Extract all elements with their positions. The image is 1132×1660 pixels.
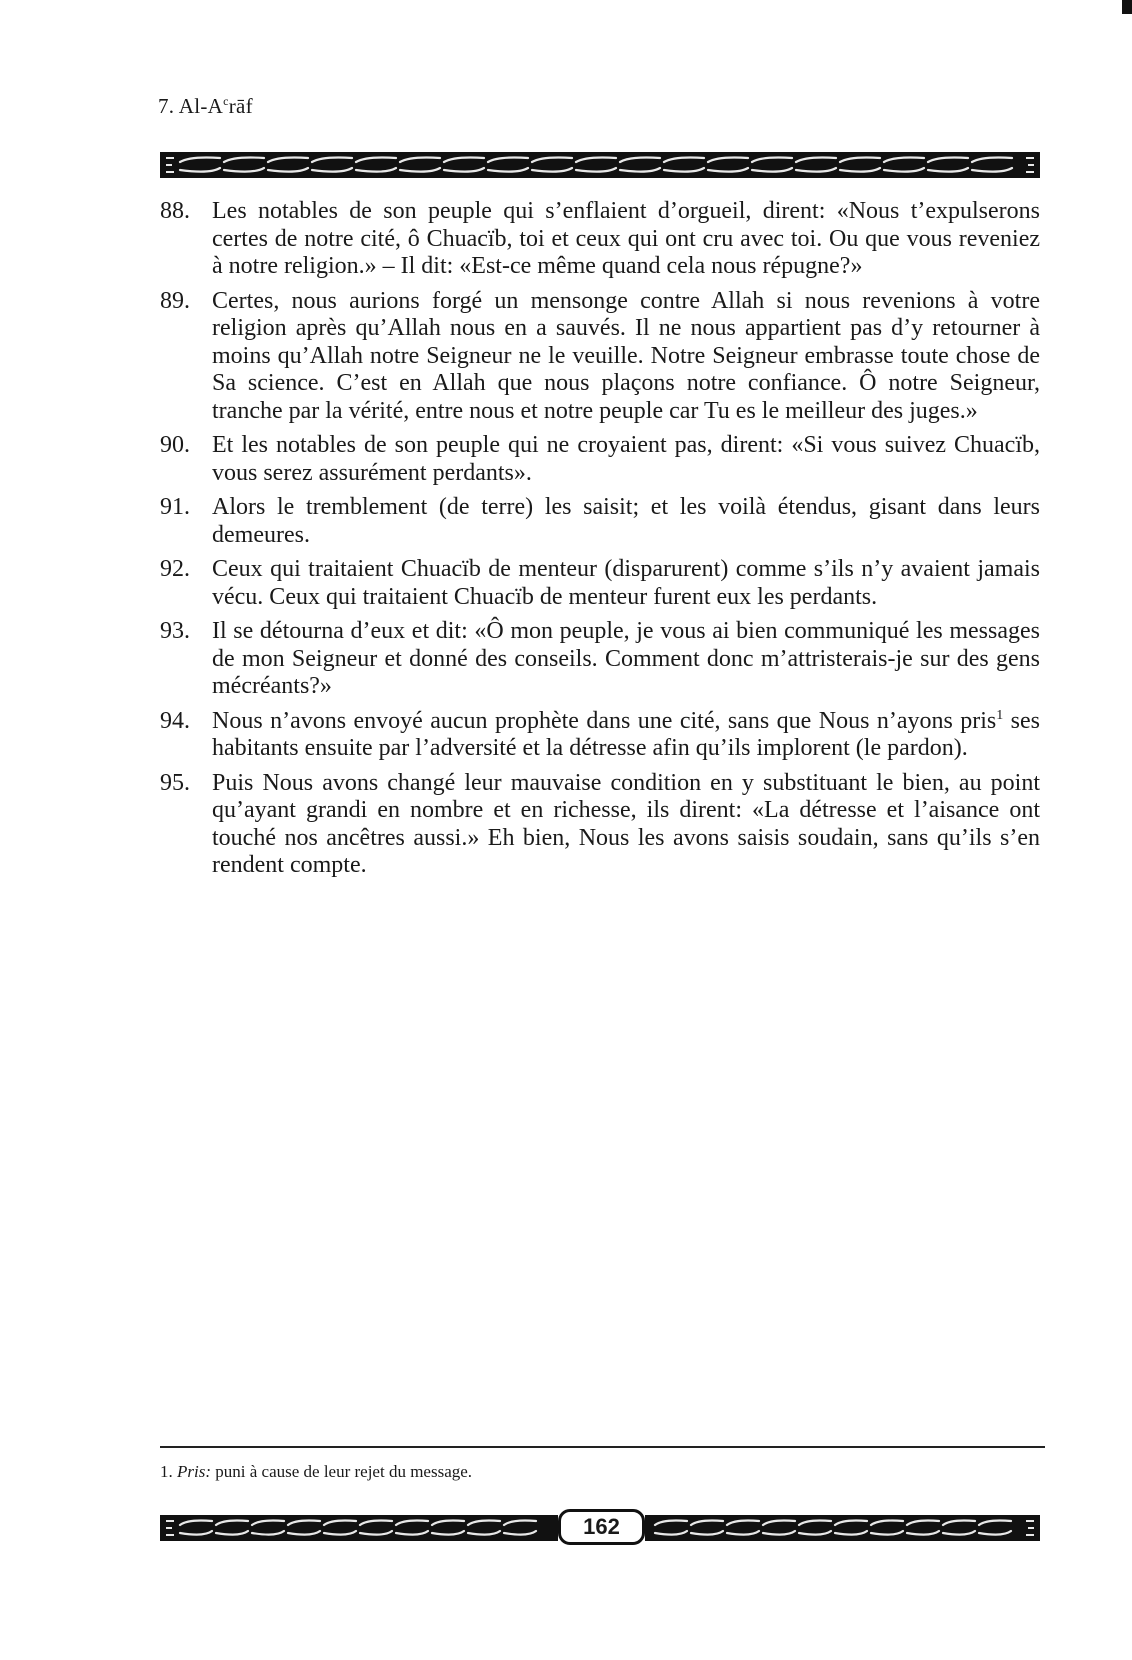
verse-text: Les notables de son peuple qui s’enflaient d’orgueil, dirent: «Nous t’expulserons certes de notre cité, ô Chuacïb, toi et ceux qui ont cru avec toi. Ou que vous reveniez à notre religion.» – Il dit: «Est-ce même quand cela nous répugne?» bbox=[212, 198, 1040, 279]
corner-mark bbox=[1122, 0, 1132, 14]
verse-text: Il se détourna d’eux et dit: «Ô mon peuple, je vous ai bien communiqué les messages de mon Seigneur et donné des conseils. Comment donc m’attristerais-je sur des gens mécréants?» bbox=[212, 618, 1040, 699]
verse-text: Ceux qui traitaient Chuacïb de menteur (disparurent) comme s’ils n’y avaient jamais vécu. Ceux qui traitaient Chuacïb de menteur furent eux les perdants. bbox=[212, 556, 1040, 610]
verse-text-before: Nous n’avons envoyé aucun prophète dans une cité, sans que Nous n’ayons pris bbox=[212, 707, 997, 734]
bottom-ornament-band-right bbox=[645, 1515, 1040, 1541]
chapter-header bbox=[158, 94, 253, 119]
footnote-ref: 1 bbox=[996, 707, 1004, 723]
verse-93 bbox=[160, 618, 1040, 701]
chapter-sup: c bbox=[223, 94, 229, 108]
chapter-suffix: rāf bbox=[228, 94, 253, 118]
verse-list bbox=[160, 198, 1040, 887]
verse-text: Et les notables de son peuple qui ne croyaient pas, dirent: «Si vous suivez Chuacïb, vous serez assurément perdants». bbox=[212, 432, 1040, 486]
footnote-number: 1. bbox=[160, 1462, 173, 1481]
verse-text: Certes, nous aurions forgé un mensonge contre Allah si nous revenions à votre religion après qu’Allah nous en a sauvés. Il ne nous appartient pas d’y retourner à moins qu’Allah notre Seigneur ne le veuille. Notre Seigneur embrasse toute chose de Sa science. C’est en Allah que nous plaçons notre confiance. Ô notre Seigneur, tranche par la vérité, entre nous et notre peuple car Tu es le meilleur des juges.» bbox=[212, 287, 1040, 424]
verse-text: Puis Nous avons changé leur mauvaise condition en y substituant le bien, au point qu’ayant grandi en nombre et en richesse, ils dirent: «La détresse et l’aisance ont touché nos ancêtres aussi.» Eh bien, Nous les avons saisis soudain, sans qu’ils s’en rendent compte. bbox=[212, 769, 1040, 878]
footnote-term: Pris: bbox=[177, 1462, 211, 1481]
verse-92 bbox=[160, 556, 1040, 611]
verse-number: 88. bbox=[160, 198, 190, 224]
verse-number: 92. bbox=[160, 556, 190, 582]
verse-number: 89. bbox=[160, 287, 190, 314]
verse-number: 94. bbox=[160, 707, 190, 734]
footnote-text: puni à cause de leur rejet du message. bbox=[211, 1462, 473, 1481]
footnote bbox=[160, 1462, 472, 1482]
verse-text: Alors le tremblement (de terre) les saisit; et les voilà étendus, gisant dans leurs demeures. bbox=[212, 494, 1040, 548]
verse-94 bbox=[160, 708, 1040, 763]
verse-90 bbox=[160, 432, 1040, 487]
verse-89 bbox=[160, 288, 1040, 426]
verse-number: 90. bbox=[160, 432, 190, 458]
verse-number: 95. bbox=[160, 769, 190, 796]
top-ornament-band bbox=[160, 152, 1040, 178]
page-number: 162 bbox=[558, 1509, 645, 1545]
verse-88 bbox=[160, 198, 1040, 281]
bottom-ornament-band-left bbox=[160, 1515, 558, 1541]
top-ornament-pattern bbox=[160, 152, 1040, 178]
chapter-prefix: 7. Al-A bbox=[158, 94, 224, 118]
bottom-right-ornament-pattern bbox=[645, 1515, 1040, 1541]
footnote-divider bbox=[160, 1446, 1045, 1448]
bottom-left-ornament-pattern bbox=[160, 1515, 558, 1541]
verse-number: 93. bbox=[160, 618, 190, 644]
verse-number: 91. bbox=[160, 494, 190, 520]
verse-text-after: ses habitants ensuite par l’adversité et la détresse afin qu’ils implorent (le pardon). bbox=[212, 707, 1040, 761]
verse-91 bbox=[160, 494, 1040, 549]
verse-95 bbox=[160, 770, 1040, 880]
